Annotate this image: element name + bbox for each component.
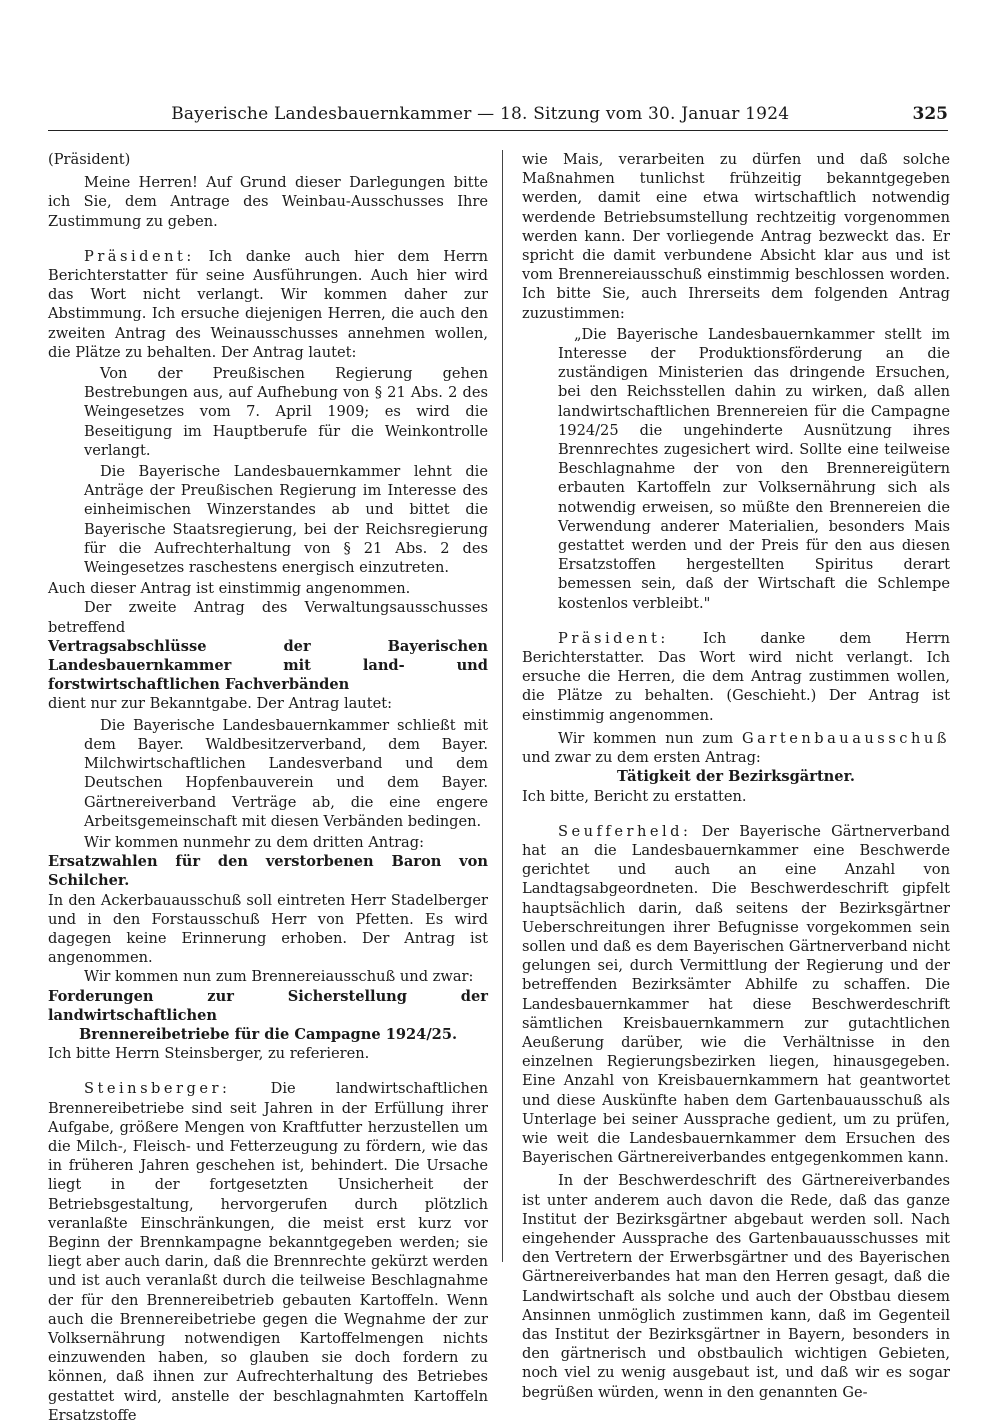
speaker-name: Steinsberger: <box>84 1080 231 1098</box>
right-column <box>522 150 950 1402</box>
column-divider <box>502 150 503 1262</box>
paragraph: wie Mais, verarbeiten zu dürfen und daß solche Maßnahmen tunlichst frühzeitig bekanntgegeben werden, damit eine etwa wirtschaftlich notwendig werdende Betriebsumstellung rechtzeitig vorgenommen werden kann. Der vorliegende Antrag bezweckt das. Er spricht die damit verbundene Absicht klar aus und ist vom Brennereiausschuß einstimmig beschlossen worden. Ich bitte Sie, auch Ihrerseits dem folgenden Antrag zuzustimmen: <box>522 151 950 322</box>
paragraph: Der zweite Antrag des Verwaltungsausschusses betreffend <box>48 599 488 636</box>
quoted-motion: Die Bayerische Landesbauernkammer lehnt die Anträge der Preußischen Regierung im Interesse des einheimischen Winzerstandes ab und bittet die Bayerische Staatsregierung, bei der Reichsregierung für die Aufrechterhaltung von § 21 Abs. 2 des Weingesetzes raschestens energisch einzutreten. <box>84 463 488 577</box>
speaker-name: Präsident: <box>558 629 669 647</box>
paragraph: In der Beschwerdeschrift des Gärtnereiverbandes ist unter anderem auch davon die Rede, daß das ganze Institut der Bezirksgärtner abgebaut werden soll. Nach eingehender Aussprache des Gartenbauausschusses mit den Vertretern der Erwerbsgärtner und des Bayerischen Gärtnereiverbandes hat man den Herren gesagt, daß die Landwirtschaft als solche und auch der Obstbau diesem Ansinnen unmöglich zustimmen kann, daß im Gegenteil das Institut der Bezirksgärtner in Bayern, besonders in den gärtnerisch und obstbaulich wichtigen Gebieten, noch viel zu wenig ausgebaut ist, und daß wir es sogar begrüßen würden, wenn in den genannten Ge- <box>522 1172 950 1401</box>
paragraph: Wir kommen nun zum Brennereiausschuß und zwar: <box>84 968 474 986</box>
paragraph: Steinsberger: Die landwirtschaftlichen Brennereibetriebe sind seit Jahren in der Erfüllung ihrer Aufgabe, größere Mengen von Kraftfutter herzustellen um die Milch-, Fleisch- und Fetterzeugung zu fördern, wie das in früheren Jahren geschehen ist, behindert. Die Ursache liegt in der fortgesetzten Unsicherheit der Betriebsgestaltung, hervorgerufen durch plötzlich veranlaßte Einschränkungen, die meist erst kurz vor Beginn der Brennkampagne bekanntgegeben werden; sie liegt aber auch darin, daß die Brennrechte gekürzt werden und ist auch veranlaßt durch die teilweise Beschlagnahme der für den Brennereibetrieb gebauten Kartoffeln. Wenn auch die Brennereibetriebe gegen die Wegnahme der zur Volksernährung notwendigen Kartoffelmengen nichts einzuwenden haben, so glauben sie doch fordern zu können, daß ihnen zur Aufrechterhaltung des Betriebes gestattet wird, anstelle der beschlagnahmten Kartoffeln Ersatzstoffe <box>48 1080 488 1424</box>
quoted-motion: Von der Preußischen Regierung gehen Bestrebungen aus, auf Aufhebung von § 21 Abs. 2 des Weingesetzes vom 7. April 1909; es wird die Beseitigung im Hauptberufe für die Weinkontrolle verlangt. <box>84 365 488 459</box>
motion-heading: Vertragsabschlüsse der Bayerischen Landesbauernkammer mit land- und forstwirtschaftlichen Fachverbänden <box>48 637 488 694</box>
running-header <box>48 104 948 131</box>
motion-heading: Brennereibetriebe für die Campagne 1924/25. <box>78 1025 458 1043</box>
speaker-name: Seufferheld: <box>558 822 692 840</box>
paragraph: Auch dieser Antrag ist einstimmig angenommen. <box>48 580 411 598</box>
page-number: 325 <box>912 104 948 124</box>
paragraph: Ich bitte Herrn Steinsberger, zu referieren. <box>48 1045 370 1063</box>
paragraph: Präsident: Ich danke dem Herrn Berichterstatter. Das Wort wird nicht verlangt. Ich ersuche die Herren, die dem Antrag zustimmen wollen, die Plätze zu behalten. (Geschieht.) Der Antrag ist einstimmig angenommen. <box>522 629 950 724</box>
motion-heading: Tätigkeit der Bezirksgärtner. <box>616 768 856 786</box>
committee-name: Gartenbauausschuß <box>742 729 950 747</box>
header-title: Bayerische Landesbauernkammer — 18. Sitzung vom 30. Januar 1924 <box>171 104 790 124</box>
paragraph: dient nur zur Bekanntgabe. Der Antrag lautet: <box>48 695 392 713</box>
paragraph: In den Ackerbauausschuß soll eintreten Herr Stadelberger und in den Forstausschuß Herr von Pfetten. Es wird dagegen keine Erinnerung erhoben. Der Antrag ist angenommen. <box>48 891 488 967</box>
left-column <box>48 150 488 1425</box>
motion-heading: Ersatzwahlen für den verstorbenen Baron von Schilcher. <box>48 853 488 890</box>
quoted-motion: „Die Bayerische Landesbauernkammer stellt im Interesse der Produktionsförderung an die zuständigen Ministerien das dringende Ersuchen, bei den Reichsstellen dahin zu wirken, daß allen landwirtschaftlichen Brennereien für die Campagne 1924/25 die ungehinderte Ausnützung ihres Brennrechtes zugesichert wird. Sollte eine teilweise Beschlagnahme der von den Brennereigütern erbauten Kartoffeln zur Volksernährung sich als notwendig erweisen, so müßte den Brennereien die Verwendung anderer Materialien, besonders Mais gestattet werden und der Preis für den aus diesen Ersatzstoffen hergestellten Spiritus derart bemessen sein, daß der Wirtschaft die Schlempe kostenlos verbleibt." <box>558 325 950 612</box>
paragraph: Wir kommen nun zum Gartenbauausschuß und zwar zu dem ersten Antrag: <box>522 729 950 767</box>
speaker-name: Präsident: <box>84 247 195 265</box>
motion-heading: Forderungen zur Sicherstellung der landwirtschaftlichen <box>48 987 488 1024</box>
speaker-label: (Präsident) <box>48 151 131 168</box>
paragraph: Wir kommen nunmehr zu dem dritten Antrag: <box>84 833 425 851</box>
paragraph: Ich bitte, Bericht zu erstatten. <box>522 787 747 805</box>
paragraph: Meine Herren! Auf Grund dieser Darlegungen bitte ich Sie, dem Antrage des Weinbau-Ausschusses Ihre Zustimmung zu geben. <box>48 174 488 230</box>
quoted-motion: Die Bayerische Landesbauernkammer schließt mit dem Bayer. Waldbesitzerverband, dem Bayer. Milchwirtschaftlichen Landesverband und dem Deutschen Hopfenbauverein und dem Bayer. Gärtnereiverband Verträge ab, die eine engere Arbeitsgemeinschaft mit diesen Verbänden bedingen. <box>84 716 488 830</box>
paragraph: Präsident: Ich danke auch hier dem Herrn Berichterstatter für seine Ausführungen. Auch hier wird das Wort nicht verlangt. Wir kommen daher zur Abstimmung. Ich ersuche diejenigen Herren, die auch den zweiten Antrag des Weinausschusses annehmen wollen, die Plätze zu behalten. Der Antrag lautet: <box>48 247 488 361</box>
paragraph: Seufferheld: Der Bayerische Gärtnerverband hat an die Landesbauernkammer eine Beschwerde gerichtet und auch an eine Anzahl von Landtagsabgeordneten. Die Beschwerdeschrift gipfelt hauptsächlich darin, daß seitens der Bezirksgärtner Ueberschreitungen ihrer Befugnisse vorgekommen sein sollen und daß es dem Bayerischen Gärtnerverband nicht gelungen sei, durch Vermittlung der Regierung und der betreffenden Bezirksämter Abhilfe zu schaffen. Die Landesbauernkammer hat diese Beschwerdeschrift sämtlichen Kreisbauernkammern zur gutachtlichen Aeußerung darüber, wie die Verhältnisse in den einzelnen Regierungsbezirken liegen, hinausgegeben. Eine Anzahl von Kreisbauernkammern hat geantwortet und diese Auskünfte haben dem Gartenbauausschuß als Unterlage bei seiner Aussprache gedient, um zu prüfen, wie weit die Landesbauernkammer dem Ersuchen des Bayerischen Gärtnereiverbandes entgegenkommen kann. <box>522 822 950 1167</box>
